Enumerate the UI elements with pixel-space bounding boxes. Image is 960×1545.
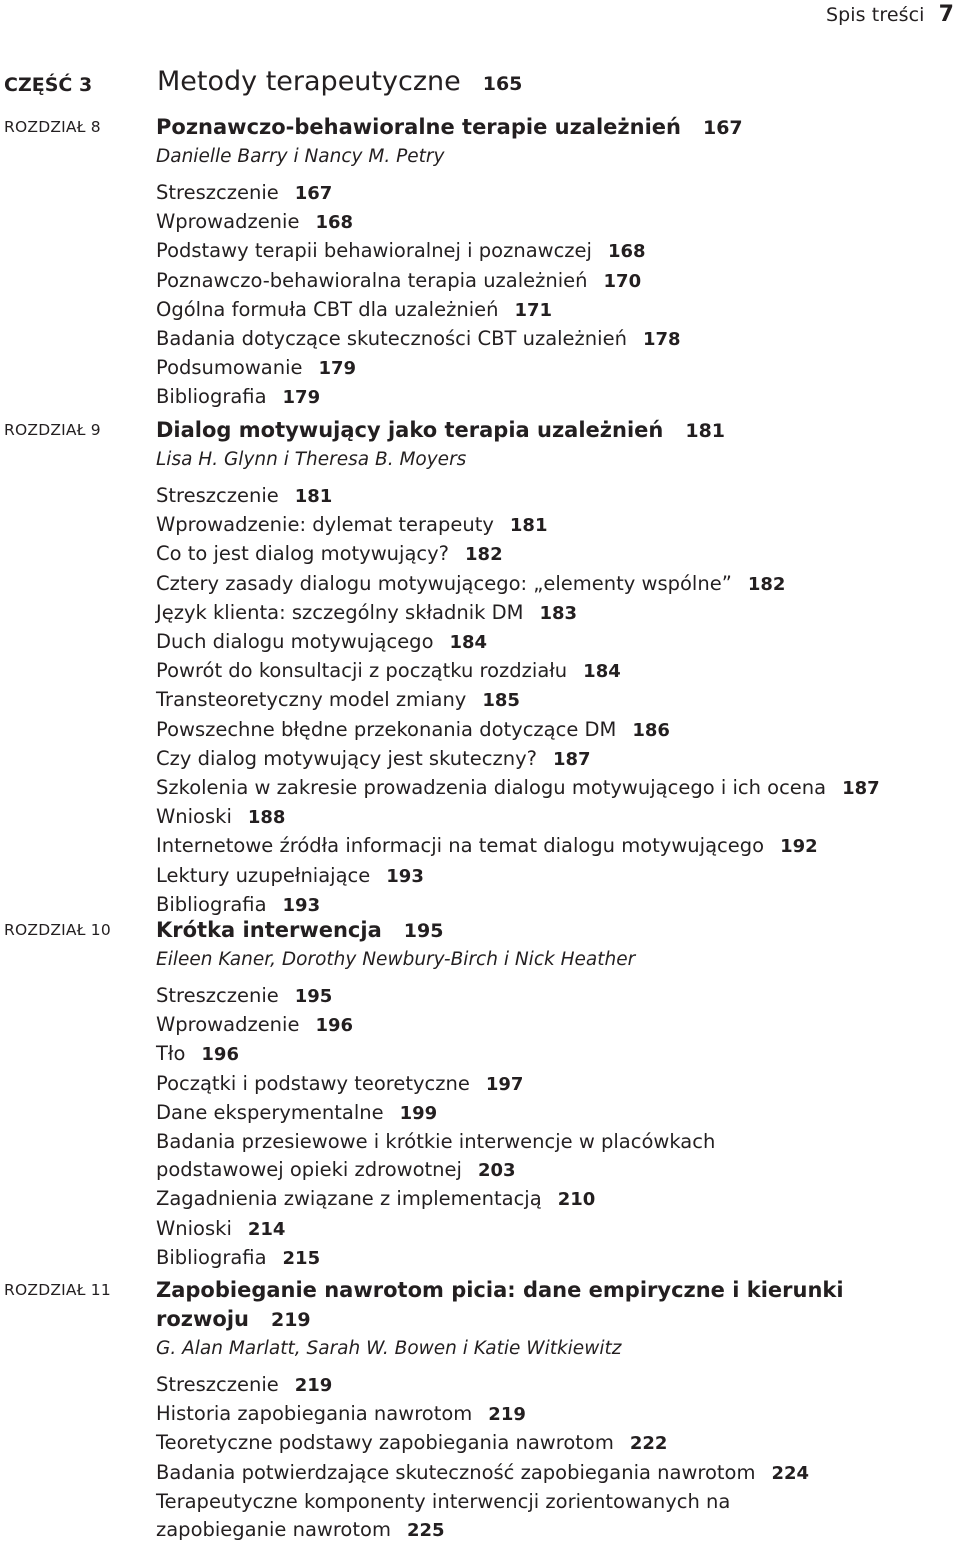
entry-page: 187 [842, 778, 880, 800]
entry-title: Co to jest dialog motywujący? [156, 542, 450, 566]
toc-entry[interactable] [156, 540, 956, 569]
entry-page: 185 [482, 690, 520, 712]
entry-title: Cztery zasady dialogu motywującego: „elementy wspólne” [156, 571, 732, 595]
entry-title: Ogólna formuła CBT dla uzależnień [156, 297, 499, 321]
chapter-body [156, 916, 956, 1273]
entry-title: Lektury uzupełniające [156, 863, 371, 887]
toc-entry[interactable] [156, 1400, 956, 1429]
toc-entry[interactable] [156, 383, 956, 412]
running-head [826, 2, 954, 27]
toc-entry[interactable] [156, 657, 956, 686]
chapter-page: 219 [270, 1309, 311, 1331]
entry-list [156, 982, 956, 1273]
entry-page: 168 [607, 241, 646, 263]
toc-entry[interactable] [156, 237, 956, 266]
toc-entry[interactable] [156, 716, 956, 745]
chapter-authors: Eileen Kaner, Dorothy Newbury-Birch i Nick Heather [156, 949, 636, 970]
entry-title: Streszczenie [156, 484, 279, 507]
entry-page: 195 [294, 986, 333, 1007]
entry-title: Tło [156, 1042, 186, 1066]
entry-title: Szkolenia w zakresie prowadzenia dialogu motywującego i ich ocena [156, 776, 827, 800]
entry-page: 168 [315, 212, 354, 234]
entry-page: 196 [315, 1015, 354, 1037]
entry-title: Duch dialogu motywującego [156, 630, 434, 654]
entry-page: 222 [629, 1433, 668, 1455]
entry-page: 210 [557, 1189, 596, 1211]
entry-title: Poznawczo-behawioralna terapia uzależnień [156, 268, 588, 292]
part-title [157, 66, 522, 97]
entry-page: 199 [399, 1102, 438, 1124]
entry-page: 196 [201, 1044, 239, 1066]
entry-page: 219 [294, 1375, 333, 1396]
chapter-body [156, 1276, 956, 1545]
toc-entry[interactable] [156, 832, 956, 861]
entry-page: 178 [642, 329, 681, 351]
chapter-authors: Danielle Barry i Nancy M. Petry [156, 146, 445, 167]
entry-page: 183 [539, 602, 578, 624]
chapter-body [156, 416, 956, 920]
entry-title: Historia zapobiegania nawrotom [156, 1402, 473, 1426]
toc-entry[interactable] [156, 325, 956, 354]
toc-entry[interactable] [156, 1011, 956, 1040]
entry-page: 192 [780, 836, 818, 858]
toc-entry[interactable] [156, 1429, 956, 1458]
entry-list [156, 1371, 956, 1545]
toc-entry[interactable] [156, 354, 956, 383]
entry-title: Podstawy terapii behawioralnej i poznawczej [156, 239, 592, 263]
chapter-title[interactable] [156, 1276, 846, 1335]
toc-entry[interactable] [156, 1371, 956, 1400]
chapter-authors: G. Alan Marlatt, Sarah W. Bowen i Katie Witkiewitz [156, 1338, 622, 1359]
entry-page: 184 [583, 661, 621, 683]
chapter-title[interactable] [156, 416, 956, 446]
entry-title: Badania przesiewowe i krótkie interwencje w placówkach podstawowej opieki zdrowotnej [156, 1130, 716, 1182]
chapter-label: ROZDZIAŁ 8 [4, 118, 101, 136]
entry-page: 184 [449, 632, 488, 654]
entry-page: 170 [603, 270, 642, 292]
entry-page: 215 [282, 1247, 321, 1269]
toc-entry[interactable] [156, 862, 956, 891]
entry-title: Powrót do konsultacji z początku rozdziału [156, 659, 568, 683]
entry-title: Bibliografia [156, 892, 267, 916]
toc-entry[interactable] [156, 1488, 756, 1545]
chapter-page: 181 [685, 420, 726, 442]
toc-entry[interactable] [156, 482, 956, 511]
entry-title: Teoretyczne podstawy zapobiegania nawrotom [156, 1431, 614, 1455]
toc-entry[interactable] [156, 1128, 776, 1185]
entry-list [156, 179, 956, 413]
part-title-text: Metody terapeutyczne [157, 66, 461, 97]
part-page: 165 [482, 73, 523, 95]
entry-page: 171 [514, 299, 553, 321]
entry-title: Czy dialog motywujący jest skuteczny? [156, 746, 537, 770]
toc-entry[interactable] [156, 208, 956, 237]
chapter-label: ROZDZIAŁ 11 [4, 1281, 111, 1299]
entry-page: 225 [406, 1520, 445, 1542]
chapter-title[interactable] [156, 113, 956, 143]
entry-title: Wprowadzenie [156, 1013, 300, 1037]
page-number: 7 [938, 2, 954, 27]
entry-title: Powszechne błędne przekonania dotyczące DM [156, 717, 617, 741]
toc-entry[interactable] [156, 179, 956, 208]
toc-entry[interactable] [156, 745, 956, 774]
chapter-authors: Lisa H. Glynn i Theresa B. Moyers [156, 449, 467, 470]
toc-entry[interactable] [156, 628, 956, 657]
toc-entry[interactable] [156, 774, 956, 803]
toc-entry[interactable] [156, 599, 956, 628]
entry-title: Bibliografia [156, 385, 267, 409]
entry-page: 193 [282, 894, 321, 916]
entry-list [156, 482, 956, 920]
toc-entry[interactable] [156, 686, 956, 715]
entry-page: 179 [318, 358, 357, 380]
entry-page: 181 [509, 515, 548, 537]
entry-title: Wprowadzenie [156, 210, 300, 234]
entry-page: 219 [488, 1404, 526, 1426]
entry-title: Streszczenie [156, 181, 279, 204]
part-heading [4, 66, 954, 104]
entry-title: Terapeutyczne komponenty interwencji zorientowanych na zapobieganie nawrotom [156, 1489, 731, 1542]
chapter-label: ROZDZIAŁ 10 [4, 921, 111, 939]
entry-title: Wprowadzenie: dylemat terapeuty [156, 513, 494, 537]
chapter-title-text: Zapobieganie nawrotom picia: dane empiryczne i kierunki rozwoju [156, 1278, 844, 1331]
entry-title: Dane eksperymentalne [156, 1100, 384, 1124]
entry-page: 167 [294, 183, 333, 204]
entry-title: Wnioski [156, 805, 232, 829]
toc-entry[interactable] [156, 1185, 956, 1214]
toc-entry[interactable] [156, 1459, 956, 1488]
entry-page: 188 [247, 807, 286, 829]
entry-title: Transteoretyczny model zmiany [156, 688, 467, 712]
entry-title: Internetowe źródła informacji na temat dialogu motywującego [156, 834, 765, 858]
chapter-body [156, 113, 956, 413]
entry-page: 181 [294, 486, 333, 507]
entry-page: 224 [771, 1462, 810, 1484]
entry-page: 214 [247, 1218, 286, 1240]
chapter-title-text: Dialog motywujący jako terapia uzależnień [156, 418, 664, 442]
entry-page: 182 [747, 573, 786, 595]
chapter-title-text: Krótka interwencja [156, 918, 382, 942]
entry-title: Badania potwierdzające skuteczność zapobiegania nawrotom [156, 1460, 756, 1484]
toc-entry[interactable] [156, 1040, 956, 1069]
chapter-title[interactable] [156, 916, 956, 946]
toc-entry[interactable] [156, 511, 956, 540]
chapter-title-text: Poznawczo-behawioralne terapie uzależnień [156, 115, 681, 139]
toc-entry[interactable] [156, 1099, 956, 1128]
entry-title: Badania dotyczące skuteczności CBT uzależnień [156, 327, 627, 351]
part-label: CZĘŚĆ 3 [4, 74, 93, 96]
entry-title: Streszczenie [156, 1373, 279, 1396]
toc-entry[interactable] [156, 1070, 956, 1099]
chapter-label: ROZDZIAŁ 9 [4, 421, 101, 439]
entry-page: 182 [465, 544, 503, 566]
entry-title: Podsumowanie [156, 356, 303, 380]
toc-entry[interactable] [156, 1215, 956, 1244]
toc-entry[interactable] [156, 803, 956, 832]
toc-entry[interactable] [156, 1244, 956, 1273]
entry-title: Streszczenie [156, 984, 279, 1007]
entry-page: 179 [282, 387, 321, 409]
entry-title: Wnioski [156, 1216, 232, 1240]
entry-page: 197 [485, 1073, 524, 1095]
chapter-page: 167 [702, 117, 743, 139]
toc-entry[interactable] [156, 982, 956, 1011]
entry-title: Bibliografia [156, 1245, 267, 1269]
entry-title: Język klienta: szczególny składnik DM [156, 600, 524, 624]
entry-page: 193 [386, 865, 424, 887]
running-head-title: Spis treści [825, 4, 925, 26]
chapter-page: 195 [403, 920, 444, 942]
toc-entry[interactable] [156, 296, 956, 325]
toc-entry[interactable] [156, 570, 956, 599]
entry-title: Zagadnienia związane z implementacją [156, 1187, 542, 1211]
entry-page: 203 [477, 1160, 516, 1182]
entry-page: 186 [632, 719, 670, 741]
entry-title: Początki i podstawy teoretyczne [156, 1071, 470, 1095]
toc-entry[interactable] [156, 267, 956, 296]
entry-page: 187 [552, 748, 591, 770]
